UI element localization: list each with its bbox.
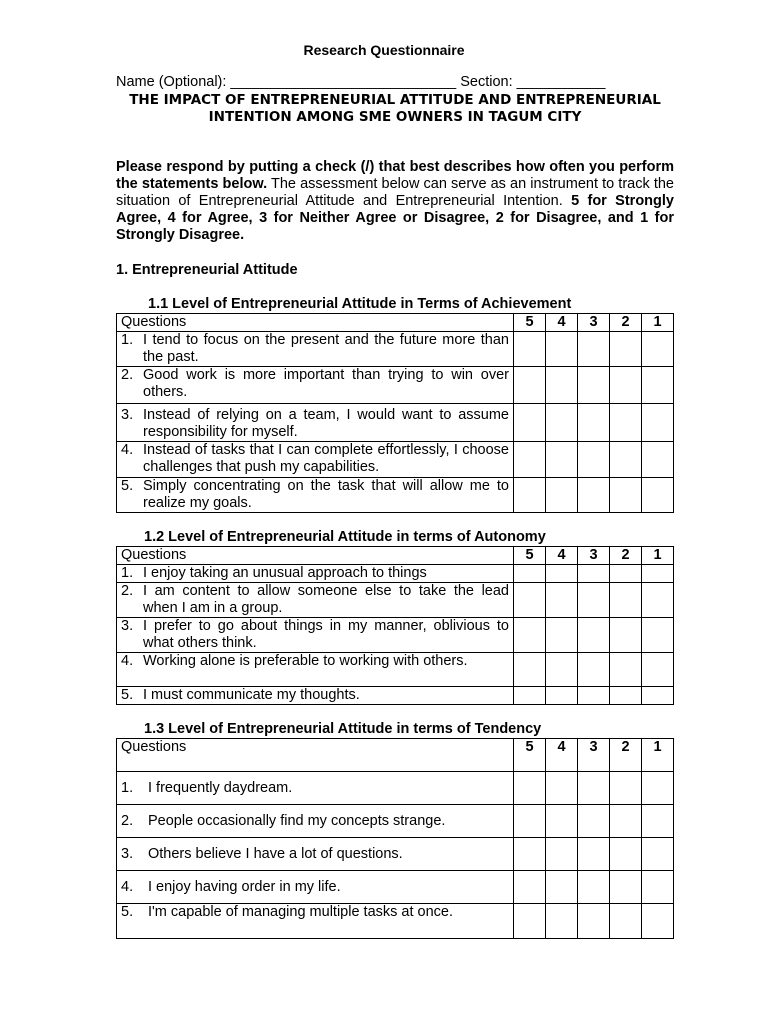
question-text: I enjoy taking an unusual approach to things — [143, 565, 427, 581]
question-cell — [117, 871, 514, 904]
scale-4-header: 4 — [546, 739, 578, 772]
rating-4-box[interactable] — [546, 838, 578, 871]
question-number: 2. — [121, 583, 134, 599]
question-number: 5. — [121, 478, 134, 494]
rating-1-box[interactable] — [642, 332, 674, 367]
subsection-title-achievement: 1.1 Level of Entrepreneurial Attitude in Terms of Achievement — [148, 296, 572, 312]
rating-5-box[interactable] — [514, 687, 546, 705]
rating-5-box[interactable] — [514, 565, 546, 583]
rating-2-box[interactable] — [610, 838, 642, 871]
rating-2-box[interactable] — [610, 653, 642, 687]
rating-2-box[interactable] — [610, 583, 642, 618]
table-header-row — [117, 314, 674, 332]
table-row — [117, 838, 674, 871]
question-number: 4. — [121, 878, 134, 895]
scale-2-header: 2 — [610, 547, 642, 565]
question-text: Good work is more important than trying to win over others. — [143, 367, 509, 400]
question-text: Simply concentrating on the task that will allow me to realize my goals. — [143, 478, 509, 511]
research-heading: THE IMPACT OF ENTREPRENEURIAL ATTITUDE AND ENTREPRENEURIAL INTENTION AMONG SME OWNERS IN TAGUM CITY — [129, 92, 661, 125]
rating-3-box[interactable] — [578, 618, 610, 653]
question-cell — [117, 404, 514, 442]
rating-2-box[interactable] — [610, 871, 642, 904]
rating-1-box[interactable] — [642, 772, 674, 805]
question-text: People occasionally find my concepts strange. — [148, 812, 446, 829]
rating-1-box[interactable] — [642, 583, 674, 618]
instructions-paragraph — [116, 159, 674, 244]
table-row — [117, 583, 674, 618]
table-row — [117, 442, 674, 478]
question-text: I'm capable of managing multiple tasks at once. — [148, 904, 454, 920]
question-text: Working alone is preferable to working with others. — [143, 653, 468, 669]
question-number: 5. — [121, 687, 134, 703]
table-row — [117, 805, 674, 838]
question-text: I am content to allow someone else to take the lead when I am in a group. — [143, 583, 509, 616]
rating-3-box[interactable] — [578, 772, 610, 805]
rating-4-box[interactable] — [546, 332, 578, 367]
rating-3-box[interactable] — [578, 442, 610, 478]
scale-4-header: 4 — [546, 314, 578, 332]
rating-2-box[interactable] — [610, 332, 642, 367]
rating-2-box[interactable] — [610, 404, 642, 442]
question-text: Instead of relying on a team, I would want to assume responsibility for myself. — [143, 407, 509, 440]
rating-1-box[interactable] — [642, 442, 674, 478]
question-cell — [117, 805, 514, 838]
rating-5-box[interactable] — [514, 583, 546, 618]
scale-3-header: 3 — [578, 739, 610, 772]
table-row — [117, 367, 674, 404]
rating-3-box[interactable] — [578, 805, 610, 838]
rating-1-box[interactable] — [642, 871, 674, 904]
instructions-bold: Please respond by putting a check (/) that best describes how often you perform the statements below. — [116, 159, 674, 192]
table-row — [117, 871, 674, 904]
rating-4-box[interactable] — [546, 478, 578, 513]
rating-2-box[interactable] — [610, 687, 642, 705]
question-cell — [117, 653, 514, 687]
questions-header: Questions — [117, 314, 514, 332]
scale-2-header: 2 — [610, 739, 642, 772]
questions-header: Questions — [117, 547, 514, 565]
rating-5-box[interactable] — [514, 904, 546, 939]
question-text: I prefer to go about things in my manner, oblivious to what others think. — [143, 618, 509, 651]
table-row — [117, 618, 674, 653]
rating-5-box[interactable] — [514, 442, 546, 478]
table-row — [117, 332, 674, 367]
rating-1-box[interactable] — [642, 367, 674, 404]
scale-5-header: 5 — [514, 547, 546, 565]
rating-3-box[interactable] — [578, 871, 610, 904]
rating-2-box[interactable] — [610, 805, 642, 838]
question-number: 2. — [121, 812, 134, 829]
rating-5-box[interactable] — [514, 653, 546, 687]
rating-4-box[interactable] — [546, 772, 578, 805]
question-cell — [117, 367, 514, 404]
rating-2-box[interactable] — [610, 772, 642, 805]
question-text: Others believe I have a lot of questions. — [148, 845, 403, 862]
rating-3-box[interactable] — [578, 367, 610, 404]
rating-3-box[interactable] — [578, 565, 610, 583]
question-text: I must communicate my thoughts. — [143, 687, 360, 703]
question-number: 4. — [121, 442, 134, 458]
rating-4-box[interactable] — [546, 618, 578, 653]
question-number: 1. — [121, 565, 134, 581]
rating-5-box[interactable] — [514, 618, 546, 653]
rating-4-box[interactable] — [546, 687, 578, 705]
rating-1-box[interactable] — [642, 687, 674, 705]
question-cell — [117, 565, 514, 583]
rating-2-box[interactable] — [610, 442, 642, 478]
question-cell — [117, 904, 514, 939]
rating-1-box[interactable] — [642, 653, 674, 687]
rating-1-box[interactable] — [642, 478, 674, 513]
doc-title: Research Questionnaire — [303, 42, 465, 58]
rating-4-box[interactable] — [546, 404, 578, 442]
rating-5-box[interactable] — [514, 332, 546, 367]
rating-1-box[interactable] — [642, 404, 674, 442]
rating-4-box[interactable] — [546, 565, 578, 583]
question-number: 3. — [121, 845, 134, 862]
question-cell — [117, 332, 514, 367]
questions-header: Questions — [117, 739, 514, 772]
rating-5-box[interactable] — [514, 404, 546, 442]
autonomy-table — [116, 546, 674, 705]
rating-3-box[interactable] — [578, 904, 610, 939]
instructions-text: The assessment below can serve as an instrument to track the situation of Entrepreneurial Attitude and Entrepreneurial Intention. — [116, 176, 674, 209]
question-cell — [117, 442, 514, 478]
question-number: 3. — [121, 407, 134, 423]
rating-3-box[interactable] — [578, 687, 610, 705]
table-row — [117, 653, 674, 687]
rating-5-box[interactable] — [514, 367, 546, 404]
question-text: Instead of tasks that I can complete effortlessly, I choose challenges that push my capabilities. — [143, 442, 509, 475]
name-section-line: Name (Optional): ____________________________ Section: ___________ — [116, 74, 606, 90]
table-row — [117, 404, 674, 442]
question-number: 3. — [121, 618, 134, 634]
question-number: 5. — [121, 904, 134, 920]
scale-1-header: 1 — [642, 547, 674, 565]
rating-3-box[interactable] — [578, 478, 610, 513]
rating-5-box[interactable] — [514, 478, 546, 513]
rating-5-box[interactable] — [514, 805, 546, 838]
question-number: 2. — [121, 367, 134, 383]
scale-1-header: 1 — [642, 314, 674, 332]
rating-5-box[interactable] — [514, 871, 546, 904]
question-number: 1. — [121, 332, 134, 348]
rating-2-box[interactable] — [610, 565, 642, 583]
question-text: I tend to focus on the present and the future more than the past. — [143, 332, 509, 365]
question-cell — [117, 618, 514, 653]
question-number: 4. — [121, 653, 134, 669]
rating-2-box[interactable] — [610, 618, 642, 653]
table-row — [117, 478, 674, 513]
table-row — [117, 687, 674, 705]
achievement-table — [116, 313, 674, 513]
question-cell — [117, 838, 514, 871]
rating-1-box[interactable] — [642, 565, 674, 583]
scale-5-header: 5 — [514, 739, 546, 772]
scale-3-header: 3 — [578, 314, 610, 332]
rating-4-box[interactable] — [546, 805, 578, 838]
question-cell — [117, 478, 514, 513]
rating-1-box[interactable] — [642, 805, 674, 838]
rating-4-box[interactable] — [546, 904, 578, 939]
rating-2-box[interactable] — [610, 478, 642, 513]
table-row — [117, 772, 674, 805]
scale-legend: 5 for Strongly Agree, 4 for Agree, 3 for Neither Agree or Disagree, 2 for Disagree, and 1 for Strongly Disagree. — [116, 193, 674, 243]
rating-4-box[interactable] — [546, 653, 578, 687]
rating-3-box[interactable] — [578, 332, 610, 367]
rating-3-box[interactable] — [578, 404, 610, 442]
section-title: 1. Entrepreneurial Attitude — [116, 262, 298, 278]
rating-2-box[interactable] — [610, 904, 642, 939]
rating-3-box[interactable] — [578, 583, 610, 618]
rating-1-box[interactable] — [642, 904, 674, 939]
scale-5-header: 5 — [514, 314, 546, 332]
table-header-row — [117, 739, 674, 772]
question-cell — [117, 687, 514, 705]
question-cell — [117, 583, 514, 618]
question-cell — [117, 772, 514, 805]
table-row — [117, 565, 674, 583]
scale-1-header: 1 — [642, 739, 674, 772]
subsection-title-tendency: 1.3 Level of Entrepreneurial Attitude in terms of Tendency — [144, 721, 542, 737]
rating-4-box[interactable] — [546, 583, 578, 618]
rating-4-box[interactable] — [546, 367, 578, 404]
rating-2-box[interactable] — [610, 367, 642, 404]
tendency-table — [116, 738, 674, 939]
table-row — [117, 904, 674, 939]
rating-5-box[interactable] — [514, 838, 546, 871]
rating-4-box[interactable] — [546, 442, 578, 478]
scale-2-header: 2 — [610, 314, 642, 332]
scale-4-header: 4 — [546, 547, 578, 565]
scale-3-header: 3 — [578, 547, 610, 565]
question-number: 1. — [121, 779, 134, 796]
rating-4-box[interactable] — [546, 871, 578, 904]
table-header-row — [117, 547, 674, 565]
rating-3-box[interactable] — [578, 653, 610, 687]
subsection-title-autonomy: 1.2 Level of Entrepreneurial Attitude in terms of Autonomy — [144, 529, 546, 545]
question-text: I enjoy having order in my life. — [148, 878, 341, 895]
question-text: I frequently daydream. — [148, 779, 293, 796]
rating-3-box[interactable] — [578, 838, 610, 871]
rating-5-box[interactable] — [514, 772, 546, 805]
rating-1-box[interactable] — [642, 618, 674, 653]
rating-1-box[interactable] — [642, 838, 674, 871]
